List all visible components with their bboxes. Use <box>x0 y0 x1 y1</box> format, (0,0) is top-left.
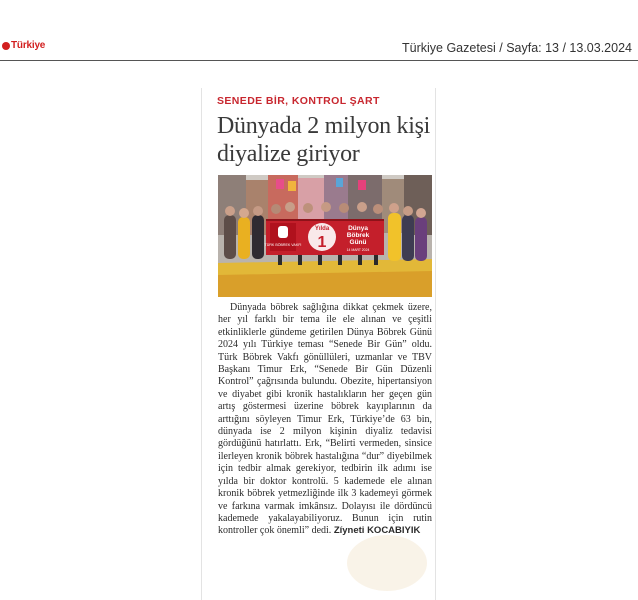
newspaper-logo <box>2 40 45 51</box>
source-line: Türkiye Gazetesi / Sayfa: 13 / 13.03.2024 <box>402 41 632 55</box>
article-clipping <box>201 88 436 600</box>
banner-event-line3: Günü <box>349 239 367 246</box>
article-photo <box>218 175 432 297</box>
logo-text: Türkiye <box>11 40 46 51</box>
banner-event-line2: Böbrek <box>346 232 370 239</box>
article-kicker: SENEDE BİR, KONTROL ŞART <box>217 95 380 107</box>
article-body-text: Dünyada böbrek sağlığına dikkat çekmek üzere, her yıl farklı bir tema ile ele alınan ve çeşitli etkinliklerle gündeme getirilen Dünya Böbrek Günü 2024 yılı Türkiye teması “Senede Bir Gün” oldu. Türk Böbrek Vakfı gönüllüleri, uzmanlar ve TBV Başkanı Timur Erk, “Senede Bir Gün Düzenli Kontrol” çağrısında bulundu. Obezite, hipertansiyon ve diyabet gibi kronik hastalıkların her geçen gün artış göstermesi üzerine böbrek kayıplarının da arttığını söyleyen Timur Erk, Türkiye’de 63 bin, dünyada ise 2 milyon kişinin diyaliz tedavisi gördüğünü hatırlattı. Erk, “Belirti vermeden, sinsice ilerleyen kronik böbrek hastalığına “dur” diyebilmek için tedbir almak gerekiyor, tedbirin ilk adımı ise yılda bir doktor kontrolü. 5 kademede ele alınan kronik böbrek yetmezliğinde ilk 3 kademeyi görmek ve farkına varmak imkânsız. Dolayısı ile dördüncü kademede yakalayabiliyoruz. Bunun için rutin kontroller çok önemli” dedi. <box>218 302 432 537</box>
banner-event-line1: Dünya <box>348 225 368 232</box>
banner-logo-text: TÜRK BÖBREK VAKFI <box>264 243 302 247</box>
article-author: Zíyneti KOCABIYIK <box>333 525 421 537</box>
faded-illustration-icon <box>342 528 432 598</box>
article-headline: Dünyada 2 milyon kişi diyalize giriyor <box>217 113 431 167</box>
logo-mark-icon <box>2 42 10 50</box>
banner-number: 1 <box>317 234 327 251</box>
header-divider <box>0 60 638 61</box>
banner-year-word: Yılda <box>314 226 330 232</box>
article-body <box>218 302 432 538</box>
banner-date: 14 MART 2024 <box>346 248 370 252</box>
